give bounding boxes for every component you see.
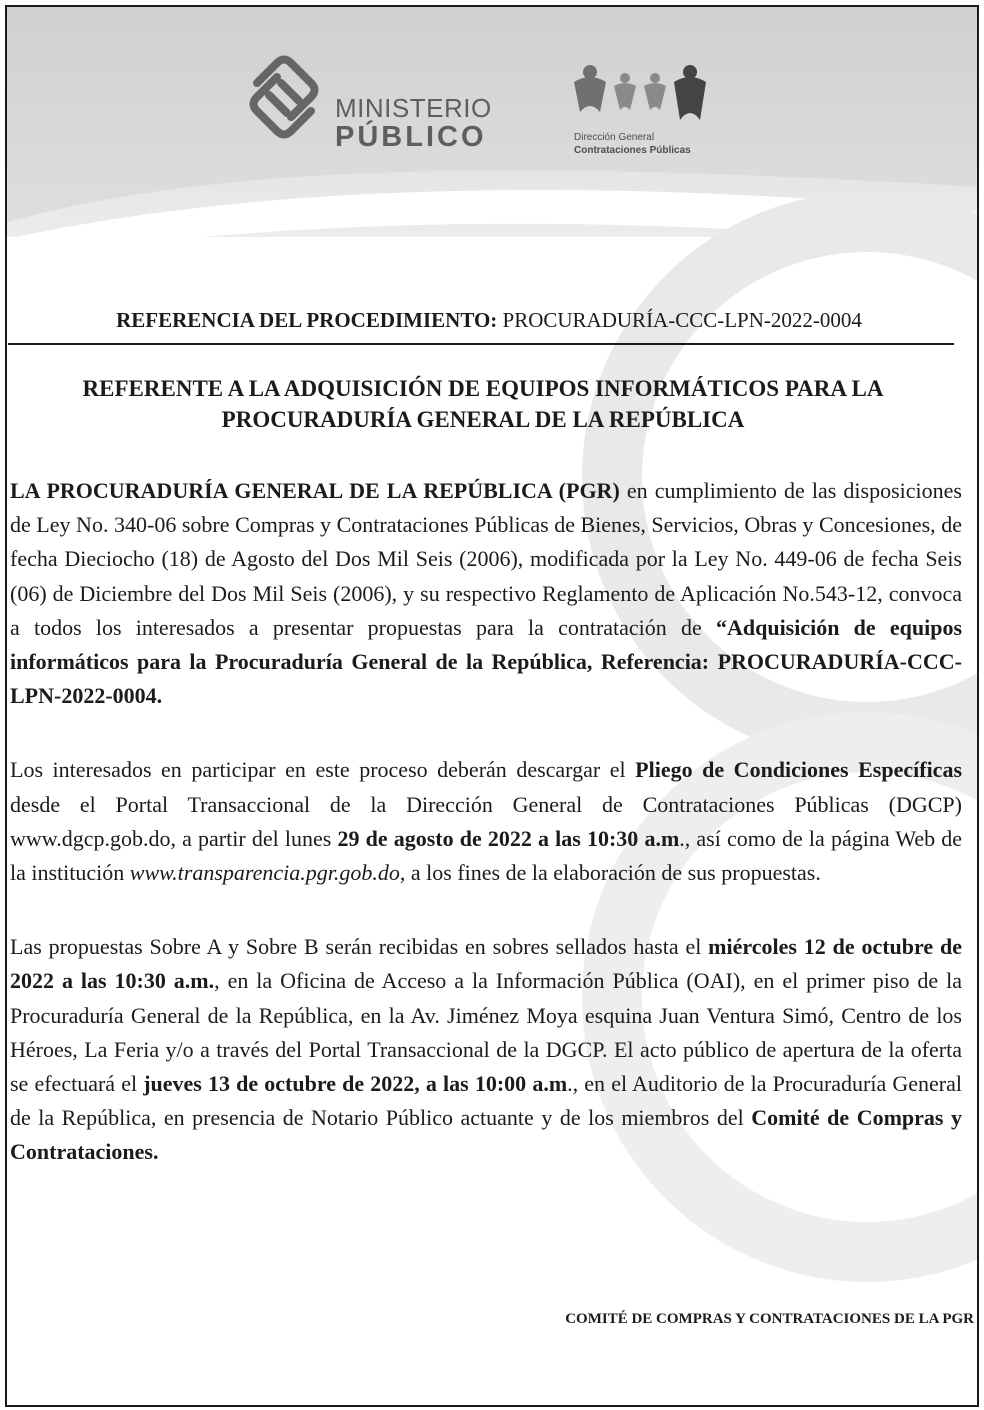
paragraph-recepcion xyxy=(10,930,962,1169)
paragraph2-text-a: Los interesados en participar en este proceso deberán descargar el xyxy=(10,757,636,783)
dgcp-logo xyxy=(570,62,720,172)
publico-text: PÚBLICO xyxy=(335,121,487,153)
opening-date: jueves 13 de octubre de 2022, a las 10:00 a.m xyxy=(143,1071,568,1097)
paragraph2-text-b: desde el Portal Transaccional de la Dirección General de Contrataciones Públicas (DGCP) www.dgcp.gob.do, a partir del lunes xyxy=(10,791,962,851)
notice-body xyxy=(10,474,962,1170)
paragraph1-text: en cumplimiento de las disposiciones de Ley No. 340-06 sobre Compras y Contrataciones Públicas de Bienes, Servicios, Obras y Concesiones, de fecha Dieciocho (18) de Agosto del Dos Mil Seis (2006), modificada por la Ley No. 449-06 de fecha Seis (06) de Diciembre del Dos Mil Seis (2006), y su respectivo Reglamento de Aplicación No.543-12, convoca a todos los interesados a presentar propuestas para la contratación de xyxy=(10,478,962,640)
transparency-url: www.transparencia.pgr.gob.do xyxy=(129,860,400,886)
dgcp-line2: Contrataciones Públicas xyxy=(574,145,691,156)
paragraph3-text-a: Las propuestas Sobre A y Sobre B serán recibidas en sobres sellados hasta el xyxy=(10,934,709,960)
paragraph2-text-d: , a los fines de la elaboración de sus propuestas. xyxy=(399,860,821,886)
paragraph-pliego xyxy=(10,753,962,890)
paragraph3-text-c: ., en el Auditorio de la Procuraduría General de la República, en presencia de Notario Público actuante y de los miembros del xyxy=(10,1071,962,1131)
pliego-title: Pliego de Condiciones Específicas xyxy=(635,757,963,783)
pgr-name: LA PROCURADURÍA GENERAL DE LA REPÚBLICA (PGR) xyxy=(10,478,620,503)
ministerio-publico-logo xyxy=(239,53,499,163)
paragraph-convocatoria xyxy=(10,474,962,713)
title-line1: REFERENTE A LA ADQUISICIÓN DE EQUIPOS INFORMÁTICOS PARA LA xyxy=(82,376,884,401)
paragraph3-text-b: , en la Oficina de Acceso a la Información Pública (OAI), en el primer piso de la Procuraduría General de la República, en la Av. Jiménez Moya esquina Juan Ventura Simó, Centro de los Héroes, La Feria y/o a través del Portal Transaccional de la DGCP. El acto público de apertura de la oferta se efectuará el xyxy=(10,968,962,1097)
procurement-subject: “Adquisición de equipos informáticos para la Procuraduría General de la República, Referencia: PROCURADURÍA-CCC-LPN-2022-0004. xyxy=(10,614,963,709)
paragraph2-text-c: ., así como de la página Web de la institución xyxy=(10,825,962,886)
download-date: 29 de agosto de 2022 a las 10:30 a.m xyxy=(337,825,680,851)
reference-divider xyxy=(8,343,954,345)
signature: COMITÉ DE COMPRAS Y CONTRATACIONES DE LA PGR xyxy=(565,1311,974,1327)
reference-code: PROCURADURÍA-CCC-LPN-2022-0004 xyxy=(502,308,862,332)
reception-deadline: miércoles 12 de octubre de 2022 a las 10:30 a.m. xyxy=(10,934,962,994)
procedure-reference xyxy=(28,308,950,333)
ministerio-text: MINISTERIO xyxy=(335,93,492,123)
notice-title xyxy=(8,373,958,435)
title-line2: PROCURADURÍA GENERAL DE LA REPÚBLICA xyxy=(221,407,745,432)
dgcp-figures-icon xyxy=(570,62,710,127)
committee-name: Comité de Compras y Contrataciones. xyxy=(10,1105,962,1165)
ministerio-knot-icon xyxy=(239,53,329,143)
dgcp-line1: Dirección General xyxy=(574,132,655,143)
reference-label: REFERENCIA DEL PROCEDIMIENTO: xyxy=(116,308,498,332)
